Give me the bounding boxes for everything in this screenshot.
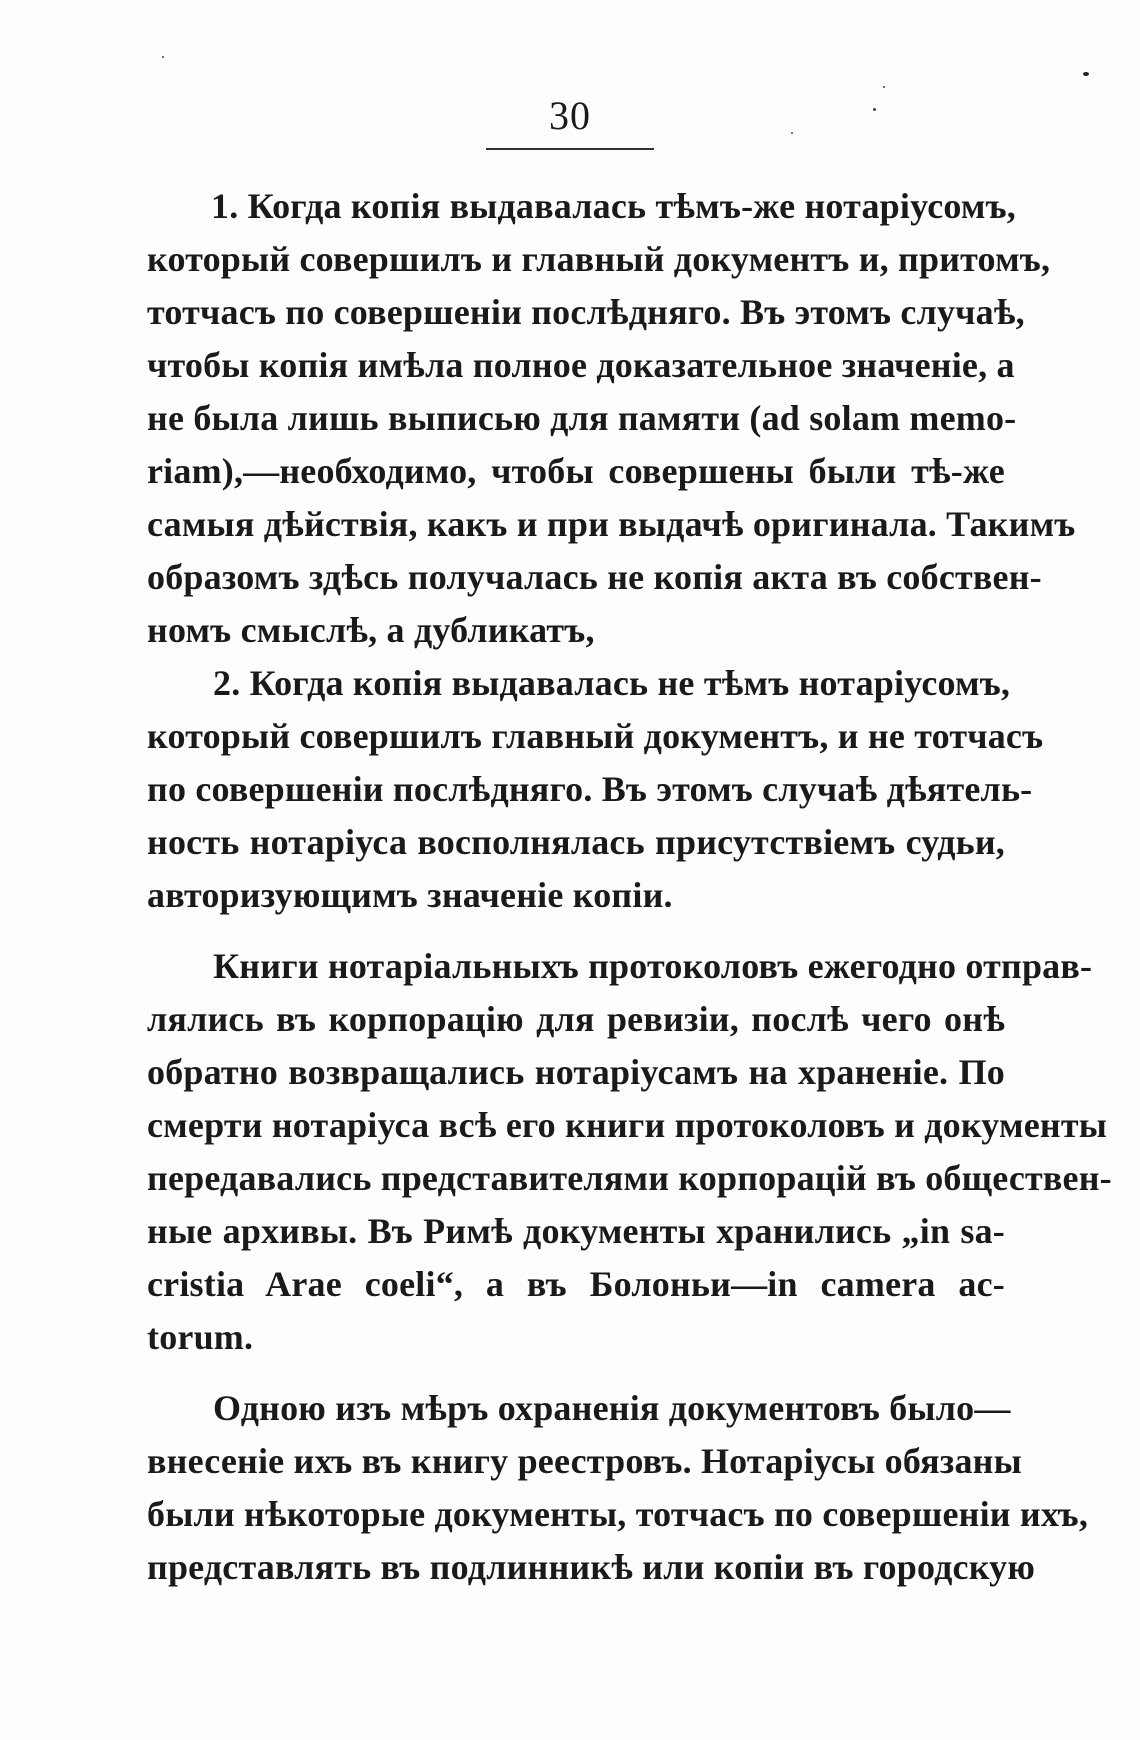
text-line: torum. (147, 1317, 254, 1357)
scan-speck (162, 56, 164, 58)
scan-speck (873, 108, 876, 111)
text-line: ность нотаріуса восполнялась присутствіемъ судьи, (147, 822, 1005, 862)
text-line: чтобы копія имѣла полное доказательное значеніе, а (147, 345, 1015, 385)
text-line: обратно возвращались нотаріусамъ на храненіе. По (147, 1052, 1005, 1092)
paragraph-gap (147, 922, 1005, 940)
paragraph-3 (147, 940, 1112, 1364)
text-line: riam),—необходимо, чтобы совершены были тѣ-же (147, 451, 1005, 491)
text-line: 2. Когда копія выдавалась не тѣмъ нотаріусомъ, (213, 663, 1011, 703)
text-line: образомъ здѣсь получалась не копія акта въ собствен- (147, 557, 1042, 597)
text-line: 1. Когда копія выдавалась тѣмъ-же нотаріусомъ, (211, 186, 1016, 226)
paragraph-4 (147, 1382, 1089, 1594)
scan-speck (791, 132, 793, 134)
text-line: не была лишь выписью для памяти (ad solam memo- (147, 398, 1017, 438)
scan-speck (1083, 72, 1089, 76)
text-line: ные архивы. Въ Римѣ документы хранились „in sa- (147, 1211, 1005, 1251)
text-line: были нѣкоторые документы, тотчасъ по совершеніи ихъ, (147, 1494, 1089, 1534)
page-number: 30 (549, 93, 591, 138)
text-line: по совершеніи послѣдняго. Въ этомъ случаѣ дѣятель- (147, 769, 1033, 809)
text-line: внесеніе ихъ въ книгу реестровъ. Нотаріусы обязаны (147, 1441, 1022, 1481)
text-line: который совершилъ и главный документъ и, притомъ, (147, 239, 1051, 279)
text-line: смерти нотаріуса всѣ его книги протоколовъ и документы (147, 1105, 1108, 1145)
text-line: который совершилъ главный документъ, и не тотчасъ (147, 716, 1044, 756)
text-line: лялись въ корпорацію для ревизіи, послѣ чего онѣ (147, 999, 1005, 1039)
paragraph-1 (147, 180, 1076, 657)
text-line: cristia Arae coeli“, а въ Болоньи—in camera ac- (147, 1264, 1005, 1304)
text-line: самыя дѣйствія, какъ и при выдачѣ оригинала. Такимъ (147, 504, 1076, 544)
text-line: Одною изъ мѣръ охраненія документовъ было— (213, 1388, 1011, 1428)
text-line: авторизующимъ значеніе копіи. (147, 875, 673, 915)
page-number-rule (486, 148, 654, 150)
paragraph-gap (147, 1364, 1005, 1382)
text-line: передавались представителями корпорацій въ обществен- (147, 1158, 1112, 1198)
text-line: тотчасъ по совершеніи послѣдняго. Въ этомъ случаѣ, (147, 292, 1025, 332)
text-line: номъ смыслѣ, а дубликатъ, (147, 610, 595, 650)
paragraph-2 (147, 657, 1044, 922)
scan-speck (883, 86, 885, 88)
body-text (147, 180, 1112, 1594)
text-line: представлять въ подлинникѣ или копіи въ городскую (147, 1547, 1036, 1587)
text-line: Книги нотаріальныхъ протоколовъ ежегодно отправ- (213, 946, 1093, 986)
